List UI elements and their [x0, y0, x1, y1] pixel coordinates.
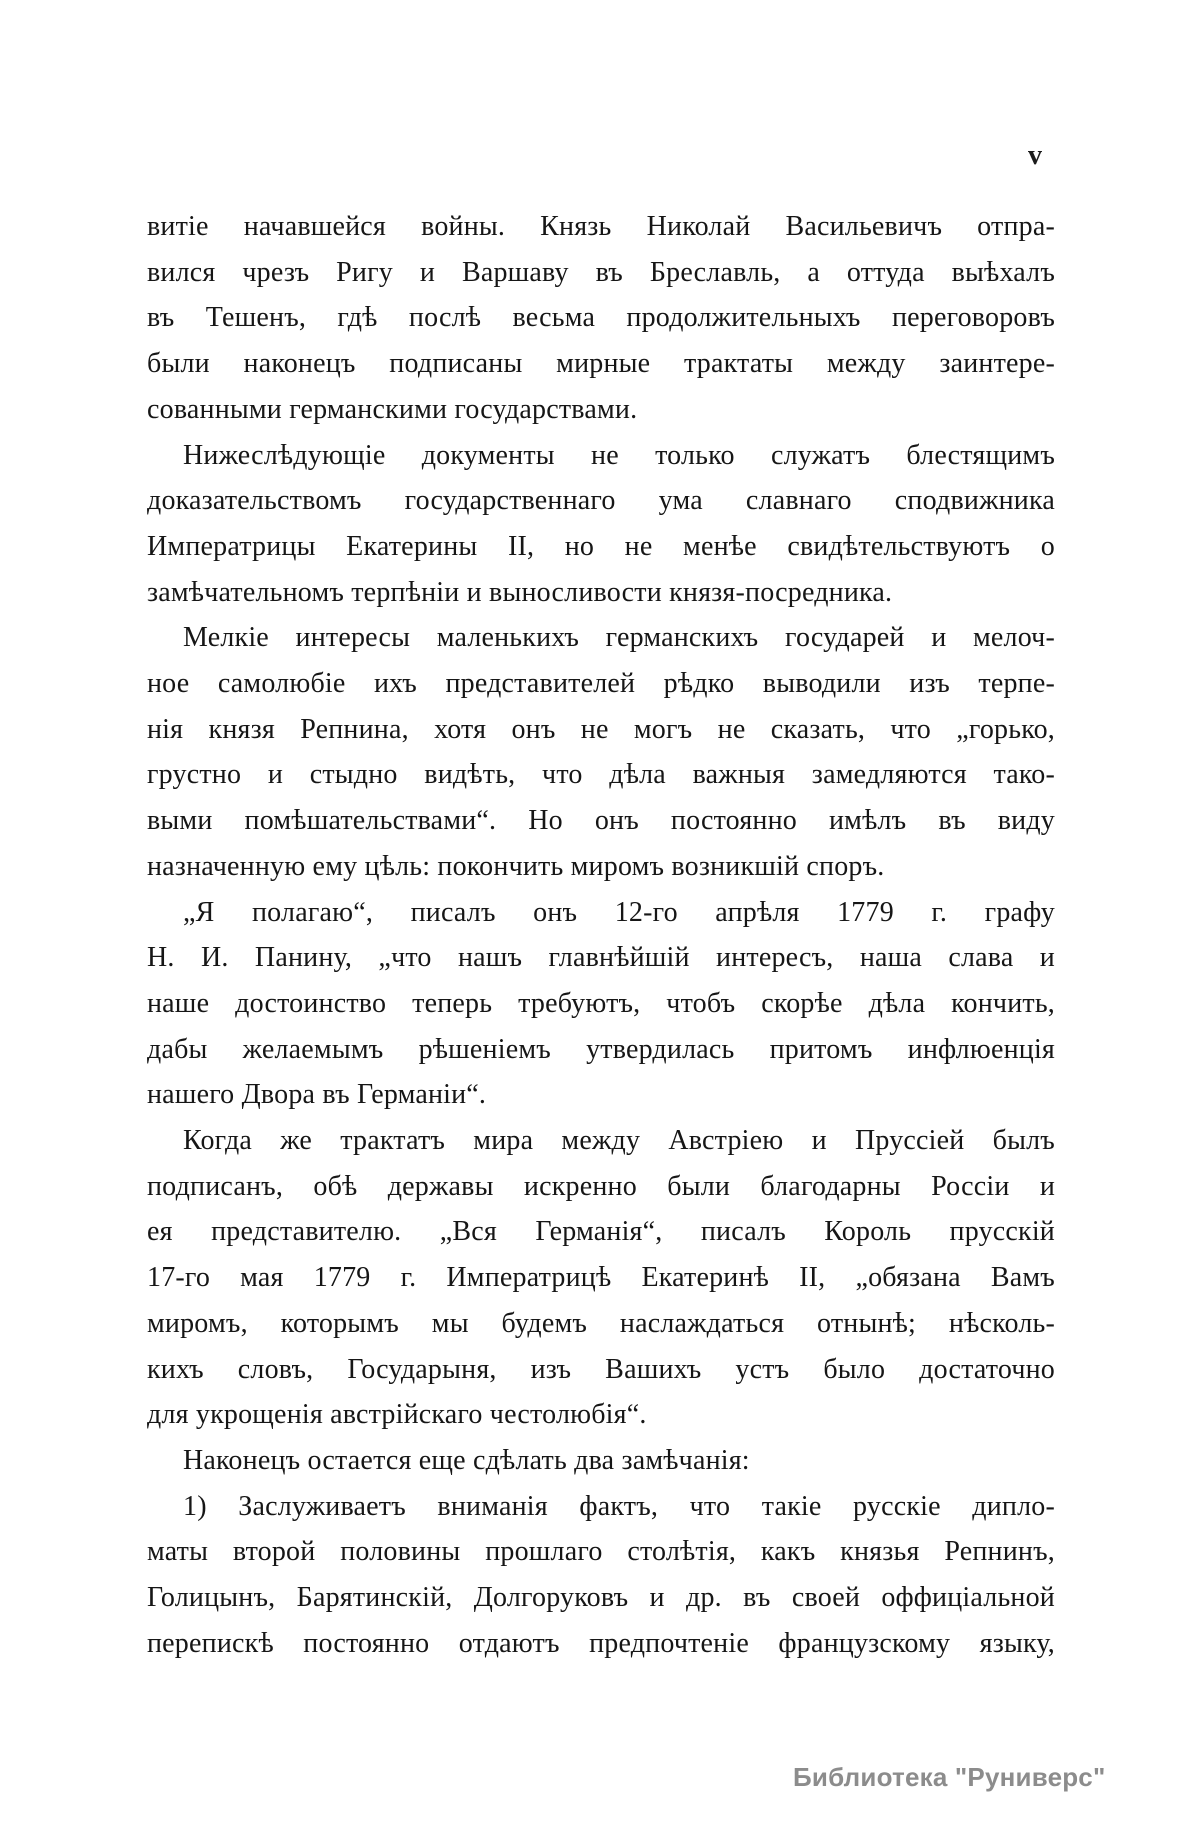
text-line: „Я полагаю“, писалъ онъ 12-го апрѣля 1779 г. графу — [183, 896, 1055, 928]
text-line: Голицынъ, Барятинскій, Долгоруковъ и др. въ своей оффиціальной — [147, 1582, 1055, 1614]
text-line: грустно и стыдно видѣть, что дѣла важныя замедляются тако- — [147, 759, 1055, 791]
text-line: сованными германскими государствами. — [147, 393, 638, 425]
text-line: для укрощенія австрійскаго честолюбія“. — [147, 1399, 647, 1431]
text-line: ея представителю. „Вся Германія“, писалъ Король прусскій — [147, 1216, 1055, 1248]
library-watermark: Библиотека "Руниверс" — [793, 1762, 1106, 1792]
text-line: Когда же трактатъ мира между Австріею и Пруссіей былъ — [183, 1125, 1055, 1157]
text-line: 1) Заслуживаетъ вниманія фактъ, что такіе русскіе дипло- — [183, 1490, 1055, 1522]
text-line: вился чрезъ Ригу и Варшаву въ Бреславль, а оттуда выѣхалъ — [147, 256, 1055, 288]
text-line: нія князя Репнина, хотя онъ не могъ не сказать, что „горько, — [147, 713, 1055, 745]
text-line: витіе начавшейся войны. Князь Николай Васильевичъ отпра- — [147, 211, 1055, 242]
text-line: ное самолюбіе ихъ представителей рѣдко выводили изъ терпе- — [147, 668, 1055, 700]
text-line: Императрицы Екатерины II, но не менѣе свидѣтельствуютъ о — [147, 530, 1055, 562]
text-line: были наконецъ подписаны мирные трактаты между заинтере- — [147, 348, 1055, 380]
text-line: доказательствомъ государственнаго ума славнаго сподвижника — [147, 485, 1055, 517]
page-number: v — [1028, 140, 1042, 171]
text-line: миромъ, которымъ мы будемъ наслаждаться отнынѣ; нѣсколь- — [147, 1307, 1055, 1339]
text-line: назначенную ему цѣль: покончить миромъ возникшій споръ. — [147, 850, 885, 882]
text-line: подписанъ, обѣ державы искренно были благодарны Россіи и — [147, 1170, 1055, 1202]
text-line: Наконецъ остается еще сдѣлать два замѣчанія: — [183, 1444, 750, 1476]
text-line: въ Тешенъ, гдѣ послѣ весьма продолжительныхъ переговоровъ — [147, 302, 1055, 334]
page-text-block — [147, 204, 1055, 1667]
text-line: Нижеслѣдующіе документы не только служатъ блестящимъ — [183, 439, 1055, 471]
text-line: наше достоинство теперь требуютъ, чтобъ скорѣе дѣла кончить, — [147, 987, 1055, 1019]
text-line: выми помѣшательствами“. Но онъ постоянно имѣлъ въ виду — [147, 805, 1055, 837]
text-line: Мелкіе интересы маленькихъ германскихъ государей и мелоч- — [183, 622, 1055, 654]
text-line: Н. И. Панину, „что нашъ главнѣйшій интересъ, наша слава и — [147, 942, 1055, 974]
text-line: маты второй половины прошлаго столѣтія, какъ князья Репнинъ, — [147, 1536, 1055, 1568]
text-line: нашего Двора въ Германіи“. — [147, 1079, 487, 1111]
text-line: перепискѣ постоянно отдаютъ предпочтеніе французскому языку, — [147, 1627, 1055, 1659]
text-line: 17-го мая 1779 г. Императрицѣ Екатеринѣ II, „обязана Вамъ — [147, 1262, 1055, 1294]
text-line: дабы желаемымъ рѣшеніемъ утвердилась притомъ инфлюенція — [147, 1033, 1055, 1065]
text-line: кихъ словъ, Государыня, изъ Вашихъ устъ было достаточно — [147, 1353, 1055, 1385]
text-line: замѣчательномъ терпѣніи и выносливости князя-посредника. — [147, 576, 893, 608]
